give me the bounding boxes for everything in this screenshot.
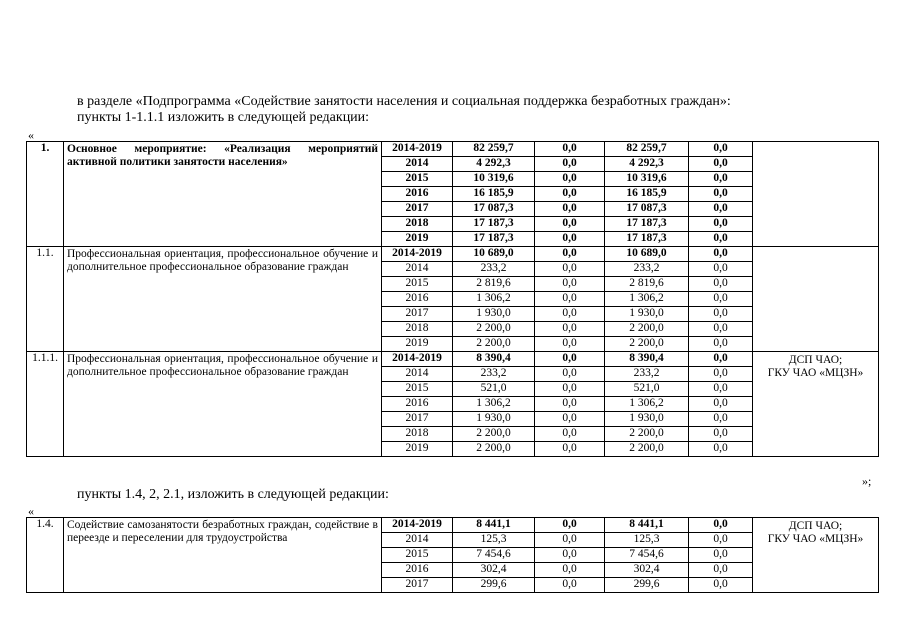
table-row xyxy=(27,352,879,367)
cell-fed: 0,0 xyxy=(535,337,605,352)
cell-reg: 1 930,0 xyxy=(605,307,689,322)
cell-fed: 0,0 xyxy=(535,563,605,578)
cell-total: 2 819,6 xyxy=(453,277,535,292)
cell-other: 0,0 xyxy=(689,397,753,412)
cell-total: 2 200,0 xyxy=(453,442,535,457)
cell-total: 10 689,0 xyxy=(453,247,535,262)
cell-reg: 10 319,6 xyxy=(605,172,689,187)
cell-fed: 0,0 xyxy=(535,142,605,157)
cell-other: 0,0 xyxy=(689,442,753,457)
item-number: 1.1.1. xyxy=(27,352,64,457)
cell-reg: 17 087,3 xyxy=(605,202,689,217)
cell-total: 17 187,3 xyxy=(453,217,535,232)
cell-total: 2 200,0 xyxy=(453,427,535,442)
cell-other: 0,0 xyxy=(689,202,753,217)
cell-other: 0,0 xyxy=(689,262,753,277)
budget-table-2 xyxy=(26,517,879,593)
cell-year: 2016 xyxy=(382,563,453,578)
cell-reg: 16 185,9 xyxy=(605,187,689,202)
cell-other: 0,0 xyxy=(689,217,753,232)
cell-other: 0,0 xyxy=(689,292,753,307)
cell-other: 0,0 xyxy=(689,578,753,593)
cell-reg: 17 187,3 xyxy=(605,217,689,232)
cell-reg: 1 930,0 xyxy=(605,412,689,427)
cell-other: 0,0 xyxy=(689,352,753,367)
item-name: Содействие самозанятости безработных граждан, содействие в переезде и переселении для трудоустройства xyxy=(64,518,382,593)
cell-year: 2019 xyxy=(382,337,453,352)
cell-other: 0,0 xyxy=(689,232,753,247)
cell-fed: 0,0 xyxy=(535,277,605,292)
cell-reg: 2 200,0 xyxy=(605,442,689,457)
cell-year: 2014-2019 xyxy=(382,142,453,157)
cell-fed: 0,0 xyxy=(535,397,605,412)
cell-year: 2017 xyxy=(382,578,453,593)
cell-fed: 0,0 xyxy=(535,533,605,548)
cell-reg: 125,3 xyxy=(605,533,689,548)
cell-year: 2015 xyxy=(382,548,453,563)
cell-other: 0,0 xyxy=(689,187,753,202)
cell-total: 125,3 xyxy=(453,533,535,548)
cell-reg: 233,2 xyxy=(605,367,689,382)
cell-fed: 0,0 xyxy=(535,202,605,217)
cell-fed: 0,0 xyxy=(535,382,605,397)
cell-other: 0,0 xyxy=(689,142,753,157)
cell-total: 302,4 xyxy=(453,563,535,578)
cell-total: 8 390,4 xyxy=(453,352,535,367)
cell-fed: 0,0 xyxy=(535,352,605,367)
table-row xyxy=(27,247,879,262)
cell-fed: 0,0 xyxy=(535,262,605,277)
cell-year: 2017 xyxy=(382,412,453,427)
cell-year: 2014 xyxy=(382,157,453,172)
cell-other: 0,0 xyxy=(689,157,753,172)
cell-fed: 0,0 xyxy=(535,292,605,307)
cell-total: 1 930,0 xyxy=(453,307,535,322)
open-quote-1: « xyxy=(28,128,34,142)
cell-fed: 0,0 xyxy=(535,187,605,202)
cell-year: 2015 xyxy=(382,277,453,292)
cell-other: 0,0 xyxy=(689,322,753,337)
cell-other: 0,0 xyxy=(689,518,753,533)
cell-year: 2017 xyxy=(382,202,453,217)
cell-fed: 0,0 xyxy=(535,518,605,533)
cell-reg: 8 390,4 xyxy=(605,352,689,367)
cell-other: 0,0 xyxy=(689,548,753,563)
cell-total: 82 259,7 xyxy=(453,142,535,157)
cell-year: 2014 xyxy=(382,262,453,277)
cell-year: 2016 xyxy=(382,397,453,412)
cell-other: 0,0 xyxy=(689,367,753,382)
cell-other: 0,0 xyxy=(689,382,753,397)
cell-reg: 302,4 xyxy=(605,563,689,578)
cell-fed: 0,0 xyxy=(535,427,605,442)
cell-reg: 10 689,0 xyxy=(605,247,689,262)
cell-total: 233,2 xyxy=(453,262,535,277)
cell-total: 7 454,6 xyxy=(453,548,535,563)
cell-reg: 2 200,0 xyxy=(605,337,689,352)
cell-fed: 0,0 xyxy=(535,157,605,172)
cell-year: 2018 xyxy=(382,427,453,442)
executor: ДСП ЧАО; ГКУ ЧАО «МЦЗН» xyxy=(753,518,879,593)
cell-total: 4 292,3 xyxy=(453,157,535,172)
cell-total: 10 319,6 xyxy=(453,172,535,187)
cell-other: 0,0 xyxy=(689,307,753,322)
cell-fed: 0,0 xyxy=(535,412,605,427)
cell-total: 17 187,3 xyxy=(453,232,535,247)
cell-total: 2 200,0 xyxy=(453,322,535,337)
cell-reg: 7 454,6 xyxy=(605,548,689,563)
cell-reg: 521,0 xyxy=(605,382,689,397)
intro-instruction: пункты 1-1.1.1 изложить в следующей редакции: xyxy=(77,110,370,125)
cell-fed: 0,0 xyxy=(535,578,605,593)
cell-reg: 2 819,6 xyxy=(605,277,689,292)
cell-total: 1 306,2 xyxy=(453,292,535,307)
cell-total: 299,6 xyxy=(453,578,535,593)
open-quote-2: « xyxy=(28,504,34,518)
cell-year: 2018 xyxy=(382,217,453,232)
table-row xyxy=(27,518,879,533)
cell-year: 2018 xyxy=(382,322,453,337)
cell-other: 0,0 xyxy=(689,337,753,352)
cell-reg: 2 200,0 xyxy=(605,427,689,442)
cell-total: 2 200,0 xyxy=(453,337,535,352)
cell-other: 0,0 xyxy=(689,277,753,292)
cell-year: 2014 xyxy=(382,367,453,382)
cell-year: 2014-2019 xyxy=(382,247,453,262)
budget-table-1 xyxy=(26,141,879,457)
cell-fed: 0,0 xyxy=(535,307,605,322)
section2-instruction: пункты 1.4, 2, 2.1, изложить в следующей редакции: xyxy=(77,487,389,502)
cell-reg: 2 200,0 xyxy=(605,322,689,337)
item-name: Основное мероприятие: «Реализация мероприятий активной политики занятости населения» xyxy=(64,142,382,247)
cell-reg: 8 441,1 xyxy=(605,518,689,533)
item-name: Профессиональная ориентация, профессиональное обучение и дополнительное профессиональное образование граждан xyxy=(64,352,382,457)
cell-total: 521,0 xyxy=(453,382,535,397)
executor xyxy=(753,142,879,247)
item-number: 1. xyxy=(27,142,64,247)
cell-year: 2016 xyxy=(382,292,453,307)
cell-year: 2014-2019 xyxy=(382,518,453,533)
cell-total: 8 441,1 xyxy=(453,518,535,533)
cell-fed: 0,0 xyxy=(535,172,605,187)
intro-paragraph: в разделе «Подпрограмма «Содействие занятости населения и социальная поддержка безработных граждан»: xyxy=(77,94,731,109)
cell-year: 2014-2019 xyxy=(382,352,453,367)
cell-total: 17 087,3 xyxy=(453,202,535,217)
cell-fed: 0,0 xyxy=(535,247,605,262)
cell-total: 16 185,9 xyxy=(453,187,535,202)
item-name: Профессиональная ориентация, профессиональное обучение и дополнительное профессиональное образование граждан xyxy=(64,247,382,352)
executor xyxy=(753,247,879,352)
cell-year: 2014 xyxy=(382,533,453,548)
item-number: 1.4. xyxy=(27,518,64,593)
cell-reg: 4 292,3 xyxy=(605,157,689,172)
item-number: 1.1. xyxy=(27,247,64,352)
cell-year: 2015 xyxy=(382,382,453,397)
cell-reg: 299,6 xyxy=(605,578,689,593)
cell-total: 1 930,0 xyxy=(453,412,535,427)
cell-other: 0,0 xyxy=(689,247,753,262)
cell-year: 2016 xyxy=(382,187,453,202)
cell-fed: 0,0 xyxy=(535,442,605,457)
cell-year: 2019 xyxy=(382,232,453,247)
cell-year: 2015 xyxy=(382,172,453,187)
cell-fed: 0,0 xyxy=(535,217,605,232)
cell-other: 0,0 xyxy=(689,172,753,187)
cell-fed: 0,0 xyxy=(535,232,605,247)
cell-other: 0,0 xyxy=(689,412,753,427)
cell-other: 0,0 xyxy=(689,563,753,578)
cell-reg: 1 306,2 xyxy=(605,397,689,412)
cell-fed: 0,0 xyxy=(535,548,605,563)
table-row xyxy=(27,142,879,157)
cell-reg: 82 259,7 xyxy=(605,142,689,157)
cell-total: 233,2 xyxy=(453,367,535,382)
cell-year: 2019 xyxy=(382,442,453,457)
cell-year: 2017 xyxy=(382,307,453,322)
cell-fed: 0,0 xyxy=(535,367,605,382)
cell-other: 0,0 xyxy=(689,533,753,548)
cell-fed: 0,0 xyxy=(535,322,605,337)
cell-reg: 17 187,3 xyxy=(605,232,689,247)
cell-reg: 1 306,2 xyxy=(605,292,689,307)
executor: ДСП ЧАО; ГКУ ЧАО «МЦЗН» xyxy=(753,352,879,457)
close-quote: »; xyxy=(862,474,872,488)
cell-total: 1 306,2 xyxy=(453,397,535,412)
cell-other: 0,0 xyxy=(689,427,753,442)
cell-reg: 233,2 xyxy=(605,262,689,277)
